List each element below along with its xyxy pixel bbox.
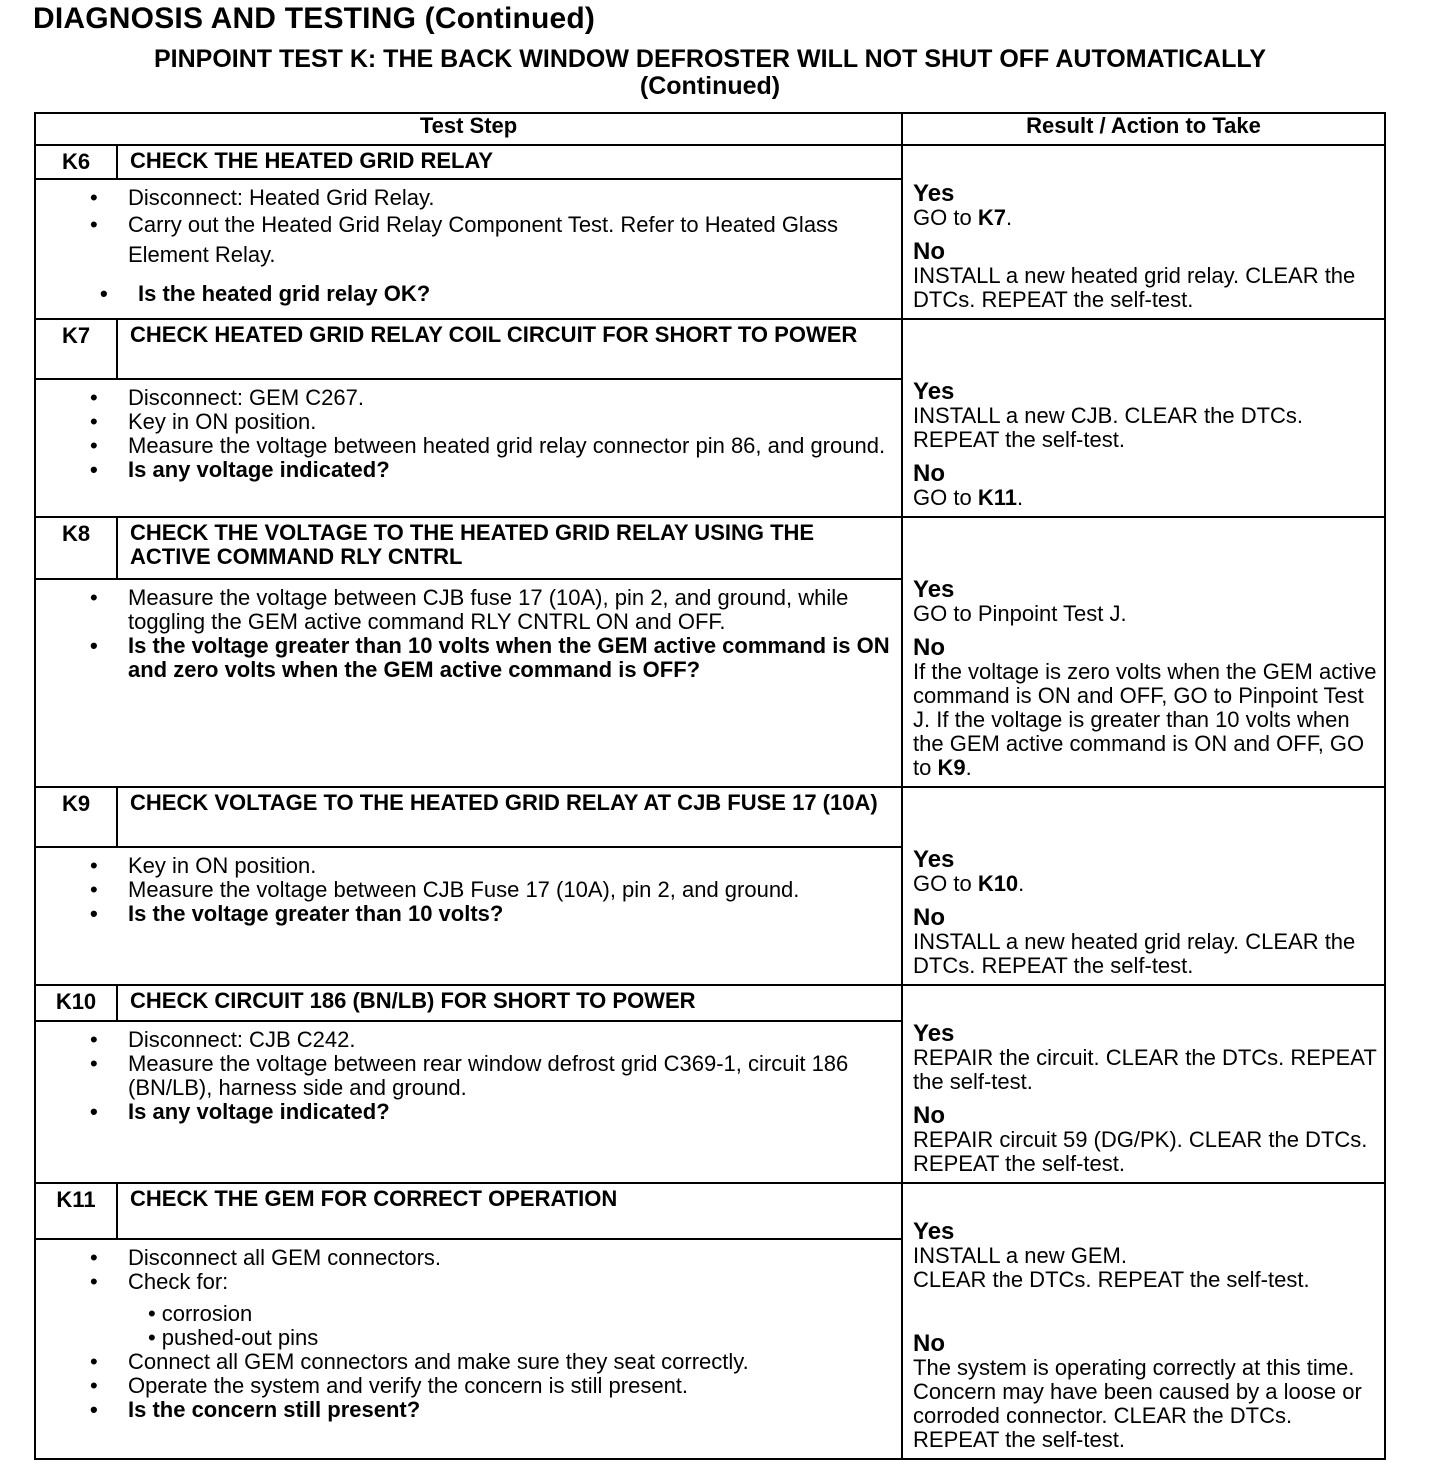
step-id: K8 [35, 517, 117, 579]
step-id: K11 [35, 1183, 117, 1239]
no-label: No [913, 904, 946, 931]
no-action: GO to K11. [913, 485, 1024, 510]
step-ref: K7 [977, 205, 1006, 230]
step-title-row [35, 1183, 1385, 1239]
no-label: No [913, 1102, 946, 1129]
yes-label: Yes [913, 576, 955, 603]
step-ref: K10 [977, 871, 1019, 896]
yes-action: GO to K7. [913, 205, 1013, 230]
step-action-item: • Disconnect: GEM C267. [128, 386, 891, 410]
no-action: The system is operating correctly at this time. Concern may have been caused by a loose or corroded connector. CLEAR the DTCs. REPEAT the self-test. [913, 1355, 1362, 1452]
step-body [35, 1021, 902, 1183]
step-action-item: • Measure the voltage between rear window defrost grid C369-1, circuit 186 (BN/LB), harness side and ground. [128, 1052, 891, 1100]
no-label: No [913, 238, 946, 265]
no-action: REPAIR circuit 59 (DG/PK). CLEAR the DTCs. REPEAT the self-test. [913, 1127, 1368, 1176]
pinpoint-test-title-line: PINPOINT TEST K: THE BACK WINDOW DEFROSTER WILL NOT SHUT OFF AUTOMATICALLY [154, 45, 1266, 73]
yes-action: GO to Pinpoint Test J. [913, 601, 1127, 626]
step-body [35, 1239, 902, 1459]
yes-action: GO to K10. [913, 871, 1025, 896]
step-action-item: • Measure the voltage between CJB fuse 17 (10A), pin 2, and ground, while toggling the GEM active command RLY CNTRL ON and OFF. [128, 586, 891, 634]
step-title-row [35, 985, 1385, 1021]
step-action-item [128, 1270, 891, 1350]
no-action: INSTALL a new heated grid relay. CLEAR the DTCs. REPEAT the self-test. [913, 263, 1356, 312]
step-result [902, 1183, 1385, 1459]
step-question: • Is the voltage greater than 10 volts when the GEM active command is ON and zero volts when the GEM active command is OFF? [128, 634, 891, 682]
step-id: K7 [35, 319, 117, 379]
step-title-row [35, 145, 1385, 179]
step-action-item: • Measure the voltage between CJB Fuse 17 (10A), pin 2, and ground. [128, 878, 891, 902]
step-action-item: • Key in ON position. [128, 410, 891, 434]
no-action: INSTALL a new heated grid relay. CLEAR the DTCs. REPEAT the self-test. [913, 929, 1356, 978]
step-id: K6 [35, 145, 117, 179]
step-result [902, 319, 1385, 517]
step-id: K10 [35, 985, 117, 1021]
step-title: CHECK THE HEATED GRID RELAY [117, 145, 902, 179]
step-body [35, 579, 902, 787]
pinpoint-test-table [34, 112, 1386, 1460]
step-body [35, 179, 902, 319]
step-question: • Is any voltage indicated? [128, 1100, 891, 1124]
no-label: No [913, 460, 946, 487]
step-question: • Is the concern still present? [128, 1398, 891, 1422]
step-title-row [35, 319, 1385, 379]
table-header-row [35, 113, 1385, 145]
step-action-item: • Operate the system and verify the concern is still present. [128, 1374, 891, 1398]
yes-action: INSTALL a new CJB. CLEAR the DTCs. REPEAT the self-test. [913, 403, 1304, 452]
check-list [128, 1302, 891, 1350]
check-list-item: • corrosion [148, 1302, 891, 1326]
step-title-row [35, 787, 1385, 847]
step-action-item: • Connect all GEM connectors and make sure they seat correctly. [128, 1350, 891, 1374]
step-result [902, 517, 1385, 787]
no-label: No [913, 1330, 946, 1357]
step-action-item: • Key in ON position. [128, 854, 891, 878]
step-question: • Is any voltage indicated? [128, 458, 891, 482]
yes-label: Yes [913, 1218, 955, 1245]
no-action: If the voltage is zero volts when the GEM active command is ON and OFF, GO to Pinpoint Test J. If the voltage is greater than 10 volts when the GEM active command is ON and OFF, GO to K9. [913, 659, 1377, 780]
yes-label: Yes [913, 846, 955, 873]
step-action-item: • Carry out the Heated Grid Relay Component Test. Refer to Heated Glass Element Relay. [128, 210, 891, 270]
yes-label: Yes [913, 378, 955, 405]
step-title: CHECK VOLTAGE TO THE HEATED GRID RELAY AT CJB FUSE 17 (10A) [117, 787, 902, 847]
step-id: K9 [35, 787, 117, 847]
step-title: CHECK THE VOLTAGE TO THE HEATED GRID RELAY USING THE ACTIVE COMMAND RLY CNTRL [117, 517, 902, 579]
step-action-item: • Disconnect: Heated Grid Relay. [128, 186, 891, 210]
step-ref: K9 [937, 755, 966, 780]
step-body [35, 847, 902, 985]
step-result [902, 787, 1385, 985]
col-header-result: Result / Action to Take [902, 113, 1385, 145]
step-action-item: • Disconnect: CJB C242. [128, 1028, 891, 1052]
step-ref: K11 [977, 485, 1017, 510]
yes-action: REPAIR the circuit. CLEAR the DTCs. REPEAT the self-test. [913, 1045, 1377, 1094]
step-title-row [35, 517, 1385, 579]
step-action-item: • Measure the voltage between heated grid relay connector pin 86, and ground. [128, 434, 891, 458]
yes-action-continued: CLEAR the DTCs. REPEAT the self-test. [913, 1267, 1310, 1292]
col-header-test-step: Test Step [35, 113, 902, 145]
no-label: No [913, 634, 946, 661]
yes-action: INSTALL a new GEM. [913, 1243, 1127, 1268]
step-result [902, 985, 1385, 1183]
step-title: CHECK THE GEM FOR CORRECT OPERATION [117, 1183, 902, 1239]
step-question: • Is the heated grid relay OK? [138, 282, 891, 306]
check-for-label: Check for: [128, 1269, 229, 1294]
step-result [902, 145, 1385, 319]
pinpoint-test-title [40, 46, 1380, 100]
yes-label: Yes [913, 180, 955, 207]
step-body [35, 379, 902, 517]
yes-label: Yes [913, 1020, 955, 1047]
step-action-item: • Disconnect all GEM connectors. [128, 1246, 891, 1270]
check-list-item: • pushed-out pins [148, 1326, 891, 1350]
step-title: CHECK CIRCUIT 186 (BN/LB) FOR SHORT TO POWER [117, 985, 902, 1021]
step-question: • Is the voltage greater than 10 volts? [128, 902, 891, 926]
pinpoint-test-title-continued: (Continued) [639, 72, 781, 100]
page-title: DIAGNOSIS AND TESTING (Continued) [33, 2, 596, 35]
step-title: CHECK HEATED GRID RELAY COIL CIRCUIT FOR SHORT TO POWER [117, 319, 902, 379]
